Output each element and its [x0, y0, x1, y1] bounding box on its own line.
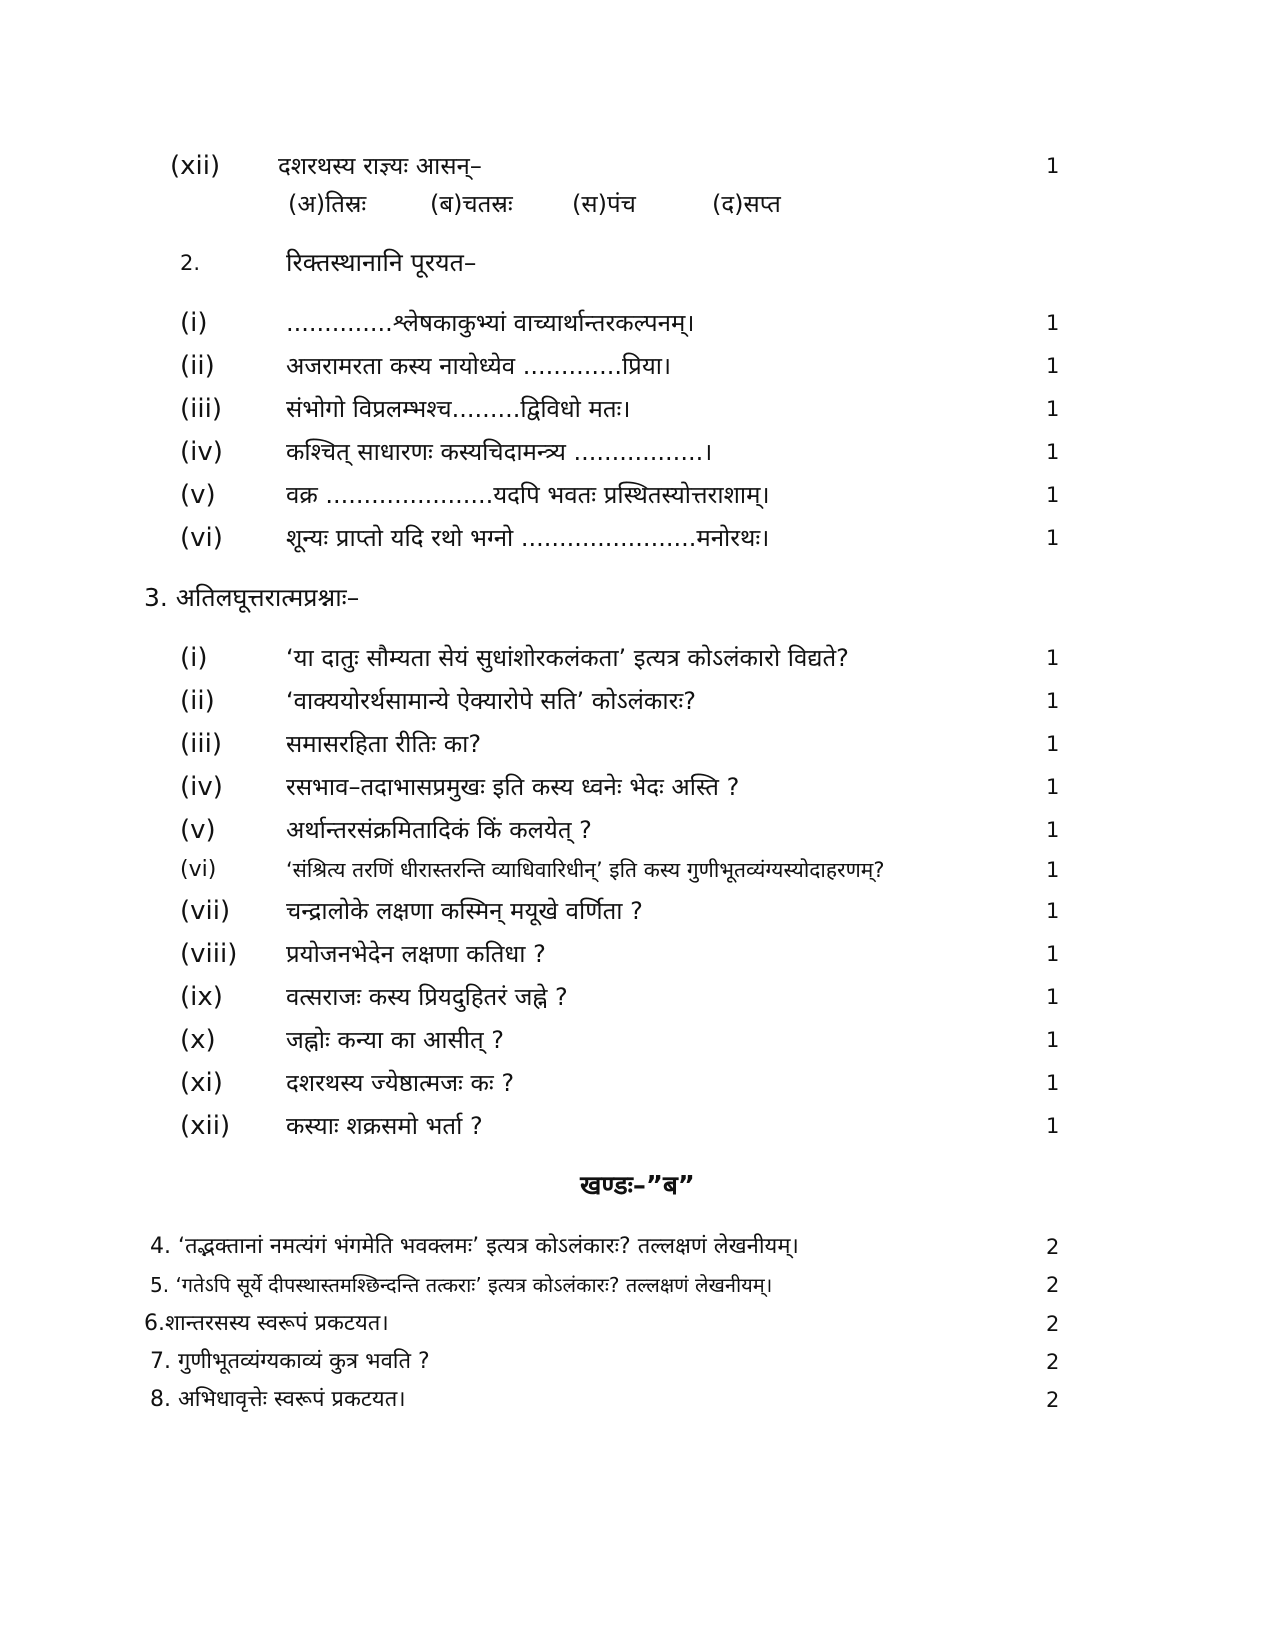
question-marks: 1 [1046, 1028, 1060, 1052]
question-marks: 1 [1046, 354, 1060, 378]
question-text: रसभाव–तदाभासप्रमुखः इति कस्य ध्वनेः भेदः अस्ति ? [286, 773, 740, 801]
question-marks: 1 [1046, 154, 1060, 178]
question-marks: 1 [1046, 483, 1060, 507]
question-marks: 2 [1046, 1273, 1060, 1297]
question-text: 4. ‘तद्भक्तानां नमत्यंगं भंगमेति भवक्लमः’ इत्यत्र कोऽलंकारः? तल्लक्षणं लेखनीयम्। [150, 1234, 799, 1259]
question-row [0, 1227, 1275, 1267]
question-text: जह्नोः कन्या का आसीत् ? [286, 1026, 504, 1054]
question-marks: 2 [1046, 1235, 1060, 1259]
section-title: रिक्तस्थानानि पूरयत– [286, 248, 477, 277]
question-number: (i) [180, 643, 208, 673]
question-number: (vii) [180, 896, 231, 926]
question-text: 7. गुणीभूतव्यंग्यकाव्यं कुत्र भवति ? [150, 1349, 430, 1374]
question-text: ‘वाक्ययोरर्थसामान्ये ऐक्यारोपे सति’ कोऽलंकारः? [286, 687, 696, 715]
question-number: (vi) [180, 857, 217, 882]
question-text: 8. अभिधावृत्तेः स्वरूपं प्रकटयत। [150, 1387, 406, 1412]
question-row [0, 891, 1275, 931]
section-b-heading: खण्डः–”ब” [580, 1171, 695, 1201]
question-row [0, 346, 1275, 386]
section-heading [0, 243, 1275, 283]
question-number: (x) [180, 1025, 216, 1055]
question-marks: 2 [1046, 1312, 1060, 1336]
question-marks: 2 [1046, 1350, 1060, 1374]
question-row [0, 977, 1275, 1017]
question-marks: 1 [1046, 646, 1060, 670]
question-marks: 1 [1046, 818, 1060, 842]
question-row [0, 146, 1275, 186]
question-number: (v) [180, 480, 216, 510]
question-row [0, 1020, 1275, 1060]
question-text: प्रयोजनभेदेन लक्षणा कतिधा ? [286, 940, 546, 968]
option-b: (ब)चतस्रः [430, 190, 513, 218]
question-marks: 1 [1046, 689, 1060, 713]
question-row [0, 303, 1275, 343]
question-row [0, 1063, 1275, 1103]
question-text: कस्याः शक्रसमो भर्ता ? [286, 1112, 483, 1140]
section-heading [0, 578, 1275, 618]
question-marks: 1 [1046, 899, 1060, 923]
question-marks: 1 [1046, 985, 1060, 1009]
question-text: अजरामरता कस्य नायोध्येव .............प्रिया। [286, 352, 672, 380]
question-marks: 1 [1046, 775, 1060, 799]
question-text: समासरहिता रीतिः का? [286, 730, 482, 758]
question-row [0, 724, 1275, 764]
question-text: वक्र ......................यदपि भवतः प्रस्थितस्योत्तराशाम्। [286, 481, 770, 509]
question-row [0, 1304, 1275, 1344]
question-text: 6.शान्तरसस्य स्वरूपं प्रकटयत। [144, 1311, 389, 1336]
question-marks: 1 [1046, 397, 1060, 421]
question-row [0, 1342, 1275, 1382]
question-marks: 1 [1046, 1114, 1060, 1138]
question-number: (iv) [180, 437, 223, 467]
question-row [0, 638, 1275, 678]
question-number: (i) [180, 308, 208, 338]
question-text: वत्सराजः कस्य प्रियदुहितरं जह्ने ? [286, 983, 568, 1011]
question-row [0, 934, 1275, 974]
options-row [0, 184, 1275, 224]
question-marks: 1 [1046, 732, 1060, 756]
question-number: (ii) [180, 686, 215, 716]
question-number: (vi) [180, 523, 223, 553]
question-text: ‘संश्रित्य तरणिं धीरास्तरन्ति व्याधिवारिधीन्’ इति कस्य गुणीभूतव्यंग्यस्योदाहरणम्? [286, 858, 885, 882]
question-row [0, 475, 1275, 515]
question-text: कश्चित् साधारणः कस्यचिदामन्त्र्य .................। [286, 438, 713, 466]
question-number: (xii) [170, 151, 221, 181]
question-marks: 2 [1046, 1388, 1060, 1412]
question-row [0, 850, 1275, 890]
question-text: चन्द्रालोके लक्षणा कस्मिन् मयूखे वर्णिता ? [286, 897, 643, 925]
question-row [0, 1106, 1275, 1146]
question-marks: 1 [1046, 858, 1060, 882]
question-number: (xi) [180, 1068, 223, 1098]
question-text: ‘या दातुः सौम्यता सेयं सुधांशोरकलंकता’ इत्यत्र कोऽलंकारो विद्यते? [286, 644, 849, 672]
option-c: (स)पंच [572, 190, 636, 218]
question-row [0, 432, 1275, 472]
question-marks: 1 [1046, 942, 1060, 966]
question-number: (xii) [180, 1111, 231, 1141]
question-row [0, 1380, 1275, 1420]
question-text: दशरथस्य राज्ञ्यः आसन्– [278, 152, 482, 180]
question-text: अर्थान्तरसंक्रमितादिकं किं कलयेत् ? [286, 816, 592, 844]
section-number: 2. [180, 251, 201, 275]
question-row [0, 518, 1275, 558]
question-number: (ix) [180, 982, 223, 1012]
question-marks: 1 [1046, 1071, 1060, 1095]
option-d: (द)सप्त [712, 190, 781, 218]
question-number: (ii) [180, 351, 215, 381]
question-number: (viii) [180, 939, 238, 969]
question-row [0, 767, 1275, 807]
question-number: (iii) [180, 394, 222, 424]
question-text: 5. ‘गतेऽपि सूर्ये दीपस्थास्तमश्छिन्दन्ति तत्कराः’ इत्यत्र कोऽलंकारः? तल्लक्षणं लेखनीयम्। [150, 1273, 773, 1297]
question-row [0, 681, 1275, 721]
question-number: (iii) [180, 729, 222, 759]
question-number: (v) [180, 815, 216, 845]
section-title: 3. अतिलघूत्तरात्मप्रश्नाः– [144, 583, 360, 612]
question-marks: 1 [1046, 311, 1060, 335]
question-number: (iv) [180, 772, 223, 802]
question-text: संभोगो विप्रलम्भश्च.........द्विविधो मतः। [286, 395, 631, 423]
question-text: शून्यः प्राप्तो यदि रथो भग्नो .......................मनोरथः। [286, 524, 770, 552]
question-row [0, 810, 1275, 850]
question-text: ..............श्लेषकाकुभ्यां वाच्यार्थान्तरकल्पनम्। [286, 309, 695, 337]
question-row [0, 1265, 1275, 1305]
question-marks: 1 [1046, 440, 1060, 464]
question-text: दशरथस्य ज्येष्ठात्मजः कः ? [286, 1069, 515, 1097]
question-marks: 1 [1046, 526, 1060, 550]
question-row [0, 389, 1275, 429]
option-a: (अ)तिस्रः [288, 190, 367, 218]
